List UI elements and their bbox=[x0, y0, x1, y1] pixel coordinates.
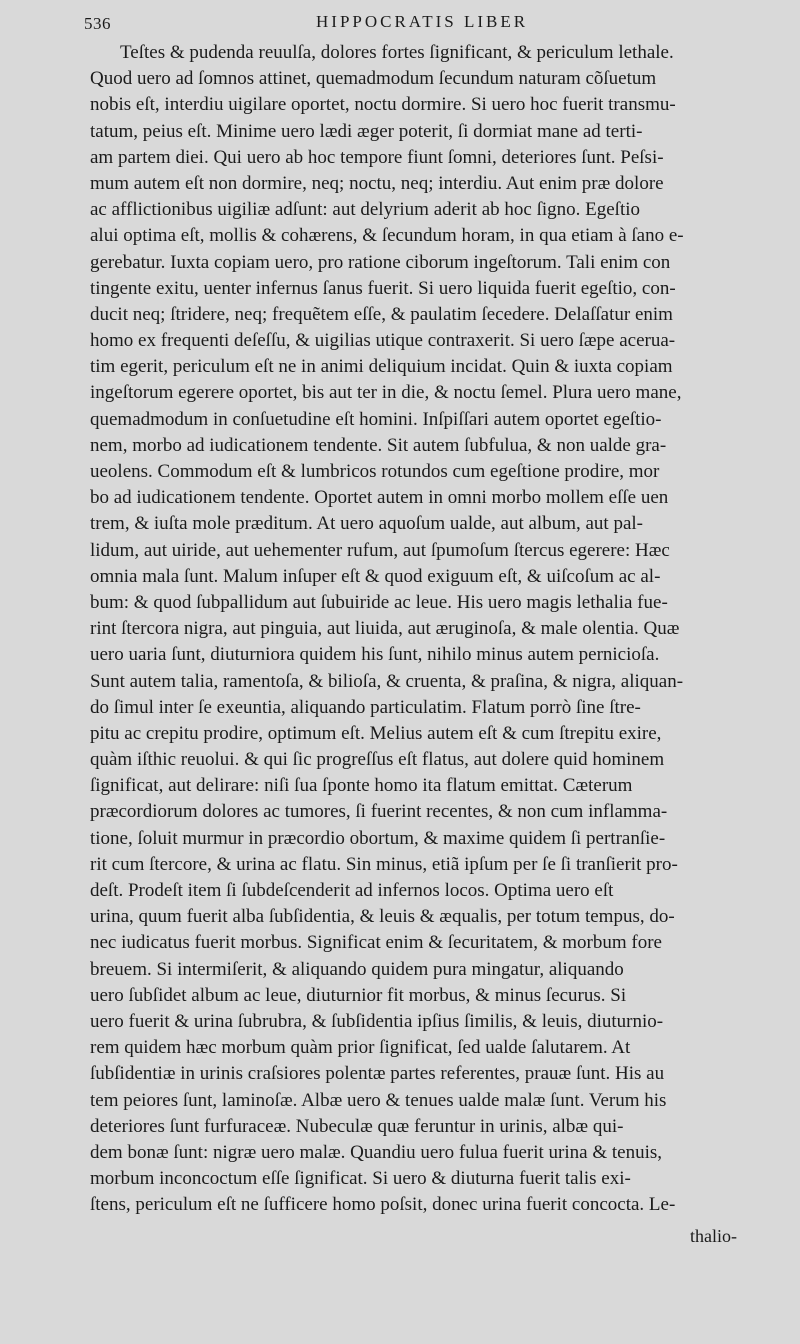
text-line: am partem diei. Qui uero ab hoc tempore fiunt ſomni, deteriores ſunt. Peſsi- bbox=[90, 146, 664, 168]
text-line: rint ſtercora nigra, aut pinguia, aut liuida, aut æruginoſa, & male olentia. Quæ bbox=[90, 618, 680, 640]
text-line: mum autem eſt non dormire, neq; noctu, neq; interdiu. Aut enim præ dolore bbox=[90, 172, 664, 194]
text-line: tatum, peius eſt. Minime uero lædi æger poterit, ſi dormiat mane ad terti- bbox=[90, 120, 643, 142]
text-line: tingente exitu, uenter infernus ſanus fuerit. Si uero liquida fuerit egeſtio, con- bbox=[90, 277, 676, 299]
text-line: uero fuerit & urina ſubrubra, & ſubſidentia ipſius ſimilis, & leuis, diuturnio- bbox=[90, 1010, 664, 1032]
text-line: dem bonæ ſunt: nigræ uero malæ. Quandiu uero fulua fuerit urina & tenuis, bbox=[90, 1141, 663, 1163]
text-line: nec iudicatus fuerit morbus. Significat enim & ſecuritatem, & morbum fore bbox=[90, 932, 662, 954]
text-line: rit cum ſtercore, & urina ac flatu. Sin minus, etiã ipſum per ſe ſi tranſierit pro- bbox=[90, 853, 678, 875]
text-line: bum: & quod ſubpallidum aut ſubuiride ac leue. His uero magis lethalia fue- bbox=[90, 591, 668, 613]
text-line: bo ad iudicationem tendente. Oportet autem in omni morbo mollem eſſe uen bbox=[90, 487, 669, 509]
running-head: HIPPOCRATIS LIBER bbox=[316, 12, 529, 31]
text-line: nem, morbo ad iudicationem tendente. Sit autem ſubfulua, & non ualde gra- bbox=[90, 434, 667, 456]
text-line: tem peiores ſunt, laminoſæ. Albæ uero & tenues ualde malæ ſunt. Verum his bbox=[90, 1089, 667, 1111]
text-line: uero ſubſidet album ac leue, diuturnior fit morbus, & minus ſecurus. Si bbox=[90, 984, 627, 1006]
text-line: breuem. Si intermiſerit, & aliquando quidem pura mingatur, aliquando bbox=[90, 958, 624, 980]
text-line: præcordiorum dolores ac tumores, ſi fuerint recentes, & non cum inflamma- bbox=[90, 801, 668, 823]
text-line: ſubſidentiæ in urinis craſsiores polentæ partes referentes, prauæ ſunt. His au bbox=[90, 1063, 665, 1085]
text-line: urina, quum fuerit alba ſubſidentia, & leuis & æqualis, per totum tempus, do- bbox=[90, 906, 675, 928]
text-line: morbum inconcoctum eſſe ſignificat. Si uero & diuturna fuerit talis exi- bbox=[90, 1168, 631, 1190]
page-number: 536 bbox=[84, 14, 111, 33]
text-line: homo ex frequenti deſeſſu, & uigilias utique contraxerit. Si uero ſæpe aceruа- bbox=[90, 330, 676, 352]
text-line: ac afflictionibus uigiliæ adſunt: aut delyrium aderit ab hoc ſigno. Egeſtio bbox=[90, 199, 640, 221]
text-line: omnia mala ſunt. Malum inſuper eſt & quod exiguum eſt, & uiſcoſum ac al- bbox=[90, 565, 661, 587]
text-line: pitu ac crepitu prodire, optimum eſt. Melius autem eſt & cum ſtrepitu exire, bbox=[90, 722, 662, 744]
text-line: quemadmodum in conſuetudine eſt homini. Inſpiſſari autem oportet egeſtio- bbox=[90, 408, 662, 430]
text-line: deſt. Prodeſt item ſi ſubdeſcenderit ad infernos locos. Optima uero eſt bbox=[90, 880, 614, 901]
text-line: tione, ſoluit murmur in præcordio obortum, & maxime quidem ſi pertranſie- bbox=[90, 827, 666, 849]
body-text bbox=[90, 40, 798, 1218]
text-line: nobis eſt, interdiu uigilare oportet, noctu dormire. Si uero hoc fuerit transmu- bbox=[90, 94, 676, 116]
text-line: uero uaria ſunt, diuturniora quidem his ſunt, nihilo minus autem pernicioſa. bbox=[90, 644, 660, 666]
text-line: Sunt autem talia, ramentoſa, & bilioſa, & cruenta, & praſina, & nigra, aliquan- bbox=[90, 670, 684, 692]
page-header bbox=[0, 12, 800, 38]
text-line: ſignificat, aut delirare: niſi ſua ſponte homo ita flatum emittat. Cæterum bbox=[90, 775, 633, 797]
text-line: alui optima eſt, mollis & cohærens, & ſecundum horam, in qua etiam à ſano e- bbox=[90, 225, 684, 247]
text-line: ducit neq; ſtridere, neq; frequẽtem eſſe, & paulatim ſecedere. Delaſſatur enim bbox=[90, 303, 673, 325]
text-line: lidum, aut uiride, aut uehementer rufum, aut ſpumoſum ſtercus egerere: Hæc bbox=[90, 539, 670, 561]
text-line: do ſimul inter ſe exeuntia, aliquando particulatim. Flatum porrò ſine ſtre- bbox=[90, 696, 641, 718]
text-line: deteriores ſunt furfuraceæ. Nubeculæ quæ feruntur in urinis, albæ qui- bbox=[90, 1115, 624, 1137]
text-line: ingeſtorum egerere oportet, bis aut ter in die, & noctu ſemel. Plura uero mane, bbox=[90, 382, 682, 404]
text-line: tim egerit, periculum eſt ne in animi deliquium incidat. Quin & iuxta copiam bbox=[90, 356, 673, 378]
text-line: ueolens. Commodum eſt & lumbricos rotundos cum egeſtione prodire, mor bbox=[90, 461, 660, 482]
catchword: thalio- bbox=[690, 1226, 737, 1246]
text-line: rem quidem hæc morbum quàm prior ſignificat, ſed ualde ſalutarem. At bbox=[90, 1037, 631, 1059]
text-line: quàm iſthic reuolui. & qui ſic progreſſus eſt flatus, aut dolere quid hominem bbox=[90, 749, 665, 771]
text-line: Teſtes & pudenda reuulſa, dolores fortes ſignificant, & periculum lethale. bbox=[120, 42, 674, 63]
text-line: trem, & iuſta mole præditum. At uero aquoſum ualde, aut album, aut pal- bbox=[90, 513, 643, 535]
text-line: ſtens, periculum eſt ne ſufficere homo poſsit, donec urina fuerit concocta. Le- bbox=[90, 1194, 676, 1216]
text-line: Quod uero ad ſomnos attinet, quemadmodum ſecundum naturam cõſuetum bbox=[90, 68, 657, 90]
text-line: gerebatur. Iuxta copiam uero, pro ratione ciborum ingeſtorum. Tali enim con bbox=[90, 251, 671, 273]
